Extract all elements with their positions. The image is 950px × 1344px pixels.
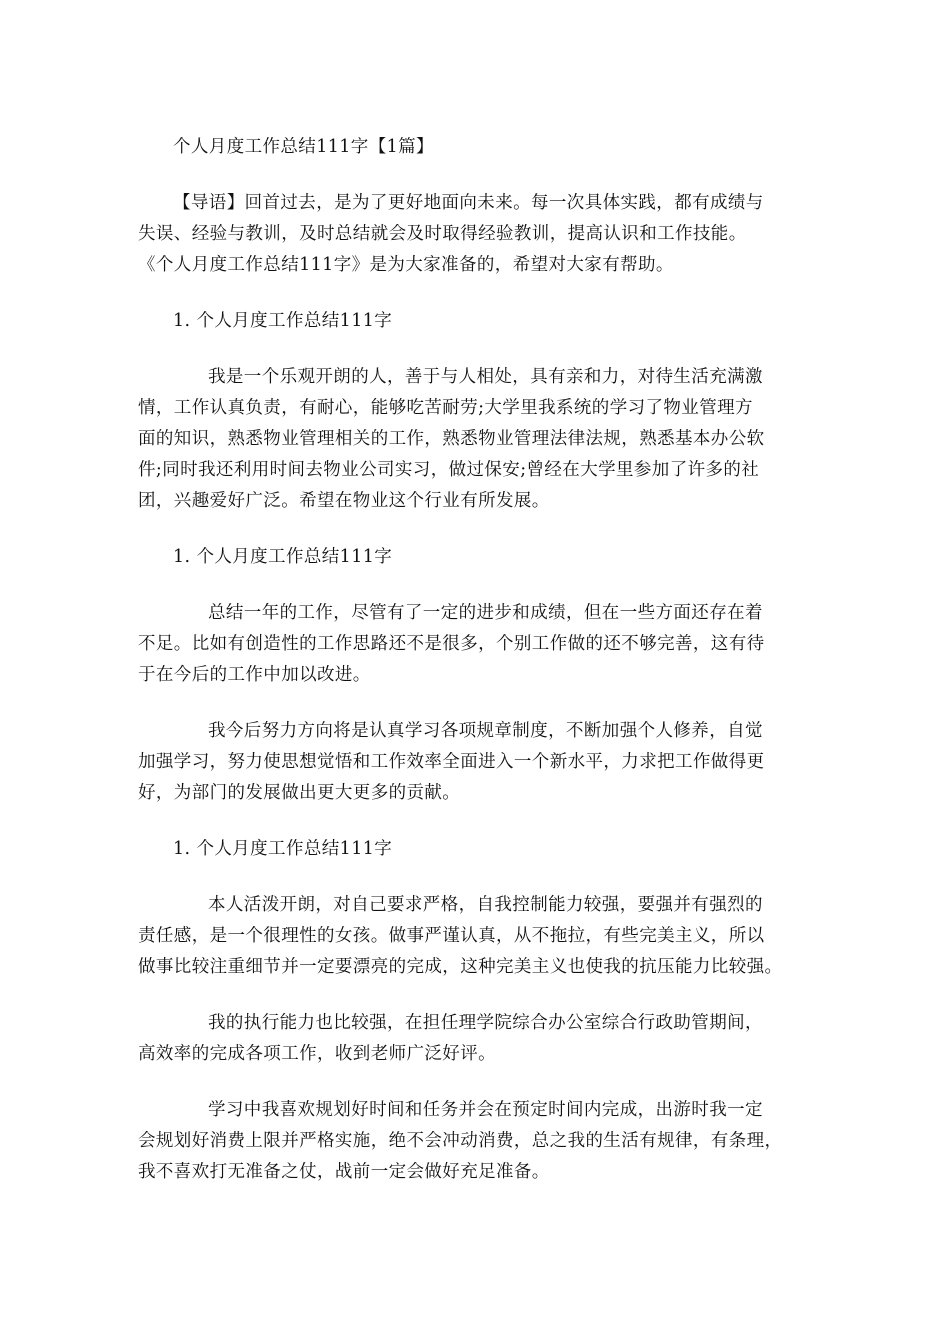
- body-paragraph: [138, 362, 820, 517]
- document-title: 个人月度工作总结111字【1篇】: [173, 137, 434, 157]
- paragraph-line: 本人活泼开朗，对自己要求严格，自我控制能力较强，要强并有强烈的: [208, 895, 763, 915]
- intro-line: 《个人月度工作总结111字》是为大家准备的，希望对大家有帮助。: [138, 255, 674, 275]
- intro-line: 失误、经验与教训，及时总结就会及时取得经验教训，提高认识和工作技能。: [138, 224, 747, 244]
- section-heading: 1. 个人月度工作总结111字: [173, 839, 393, 859]
- paragraph-line: 加强学习，努力使思想觉悟和工作效率全面进入一个新水平，力求把工作做得更: [138, 752, 765, 772]
- paragraph-line: 我今后努力方向将是认真学习各项规章制度，不断加强个人修养，自觉: [208, 721, 763, 741]
- paragraph-line: 团，兴趣爱好广泛。希望在物业这个行业有所发展。: [138, 491, 550, 511]
- paragraph-line: 学习中我喜欢规划好时间和任务并会在预定时间内完成，出游时我一定: [208, 1100, 763, 1120]
- body-paragraph: [138, 716, 820, 809]
- paragraph-line: 不足。比如有创造性的工作思路还不是很多，个别工作做的还不够完善，这有待: [138, 634, 765, 654]
- section-heading: 1. 个人月度工作总结111字: [173, 547, 393, 567]
- body-paragraph: [138, 598, 820, 691]
- paragraph-line: 我不喜欢打无准备之仗，战前一定会做好充足准备。: [138, 1162, 550, 1182]
- paragraph-line: 于在今后的工作中加以改进。: [138, 665, 371, 685]
- paragraph-line: 总结一年的工作，尽管有了一定的进步和成绩，但在一些方面还存在着: [208, 603, 763, 623]
- paragraph-line: 责任感，是一个很理性的女孩。做事严谨认真，从不拖拉，有些完美主义，所以: [138, 926, 765, 946]
- body-paragraph: [138, 890, 820, 983]
- section-heading: 1. 个人月度工作总结111字: [173, 311, 393, 331]
- intro-line: 【导语】回首过去，是为了更好地面向未来。每一次具体实践，都有成绩与: [173, 193, 764, 213]
- intro-paragraph: [138, 188, 820, 281]
- paragraph-line: 情，工作认真负责，有耐心，能够吃苦耐劳;大学里我系统的学习了物业管理方: [138, 398, 753, 418]
- paragraph-line: 我是一个乐观开朗的人，善于与人相处，具有亲和力，对待生活充满激: [208, 367, 763, 387]
- body-paragraph: [138, 1095, 820, 1188]
- paragraph-line: 我的执行能力也比较强，在担任理学院综合办公室综合行政助管期间，: [208, 1013, 763, 1033]
- paragraph-line: 面的知识，熟悉物业管理相关的工作，熟悉物业管理法律法规，熟悉基本办公软: [138, 429, 765, 449]
- body-paragraph: [138, 1008, 820, 1070]
- paragraph-line: 高效率的完成各项工作，收到老师广泛好评。: [138, 1044, 496, 1064]
- paragraph-line: 做事比较注重细节并一定要漂亮的完成，这种完美主义也使我的抗压能力比较强。: [138, 957, 783, 977]
- document-body: [138, 132, 820, 1213]
- paragraph-line: 件;同时我还利用时间去物业公司实习，做过保安;曾经在大学里参加了许多的社: [138, 460, 760, 480]
- paragraph-line: 会规划好消费上限并严格实施，绝不会冲动消费，总之我的生活有规律，有条理，: [138, 1131, 783, 1151]
- paragraph-line: 好，为部门的发展做出更大更多的贡献。: [138, 783, 461, 803]
